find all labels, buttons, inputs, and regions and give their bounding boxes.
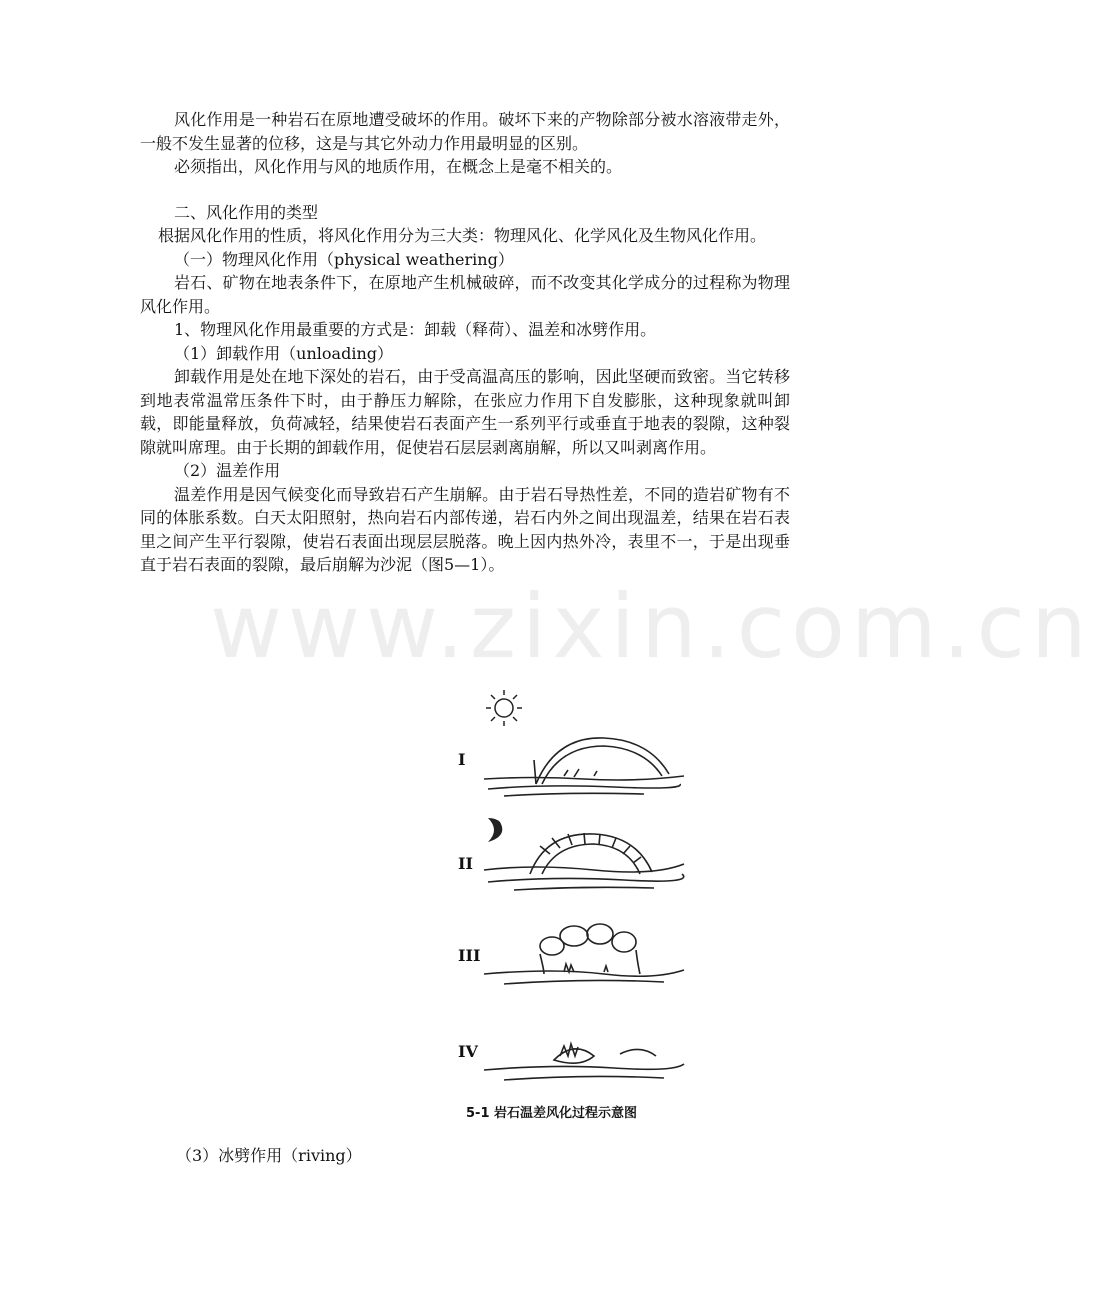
stage-label-1: I <box>458 750 466 769</box>
paragraph-classification: 根据风化作用的性质，将风化作用分为三大类：物理风化、化学风化及生物风化作用。 <box>158 226 767 245</box>
stage-2-rock <box>484 833 684 890</box>
subsection-heading-physical: （一）物理风化作用（physical weathering） <box>174 249 514 269</box>
sun-icon <box>486 690 522 726</box>
stage-label-3: III <box>458 946 481 965</box>
stage-label-2: II <box>458 854 473 873</box>
watermark: www.zixin.com.cn <box>210 575 1093 678</box>
paragraph-note: 必须指出，风化作用与风的地质作用，在概念上是毫不相关的。 <box>174 157 623 176</box>
stage-label-4: IV <box>458 1042 478 1061</box>
paragraph-definition: 风化作用是一种岩石在原地遭受破坏的作用。破坏下来的产物除部分被水溶液带走外，一般不发生显著的位移，这是与其它外动力作用最明显的区别。 <box>140 110 790 153</box>
heading-temperature: （2）温差作用 <box>174 461 281 480</box>
paragraph-methods: 1、物理风化作用最重要的方式是：卸载（释荷）、温差和冰劈作用。 <box>174 320 657 339</box>
weathering-diagram <box>444 684 690 1094</box>
figure-caption: 5-1 岩石温差风化过程示意图 <box>466 1106 638 1121</box>
stage-4-rock <box>484 1044 684 1080</box>
heading-unloading: （1）卸载作用（unloading） <box>174 343 393 363</box>
paragraph-physical-definition: 岩石、矿物在地表条件下，在原地产生机械破碎，而不改变其化学成分的过程称为物理风化作用。 <box>140 273 790 316</box>
moon-icon <box>488 818 502 842</box>
stage-1-rock <box>484 738 684 796</box>
weathering-figure <box>444 684 690 1124</box>
paragraph-temperature: 温差作用是因气候变化而导致岩石产生崩解。由于岩石导热性差，不同的造岩矿物有不同的体胀系数。白天太阳照射，热向岩石内部传递，岩石内外之间出现温差，结果在岩石表里之间产生平行裂隙，使岩石表面出现层层脱落。晚上因内热外冷，表里不一，于是出现垂直于岩石表面的裂隙，最后崩解为沙泥（图5—1）。 <box>140 484 790 574</box>
section-heading: 二、风化作用的类型 <box>174 202 319 222</box>
document-body <box>140 108 790 577</box>
paragraph-unloading: 卸载作用是处在地下深处的岩石，由于受高温高压的影响，因此坚硬而致密。当它转移到地表常温常压条件下时，由于静压力解除，在张应力作用下自发膨胀，这种现象就叫卸载，即能量释放，负荷减轻，结果使岩石表面产生一系列平行或垂直于地表的裂隙，这种裂隙就叫席理。由于长期的卸载作用，促使岩石层层剥离崩解，所以又叫剥离作用。 <box>140 367 790 457</box>
stage-3-rock <box>484 924 684 984</box>
heading-riving: （3）冰劈作用（riving） <box>176 1146 362 1165</box>
